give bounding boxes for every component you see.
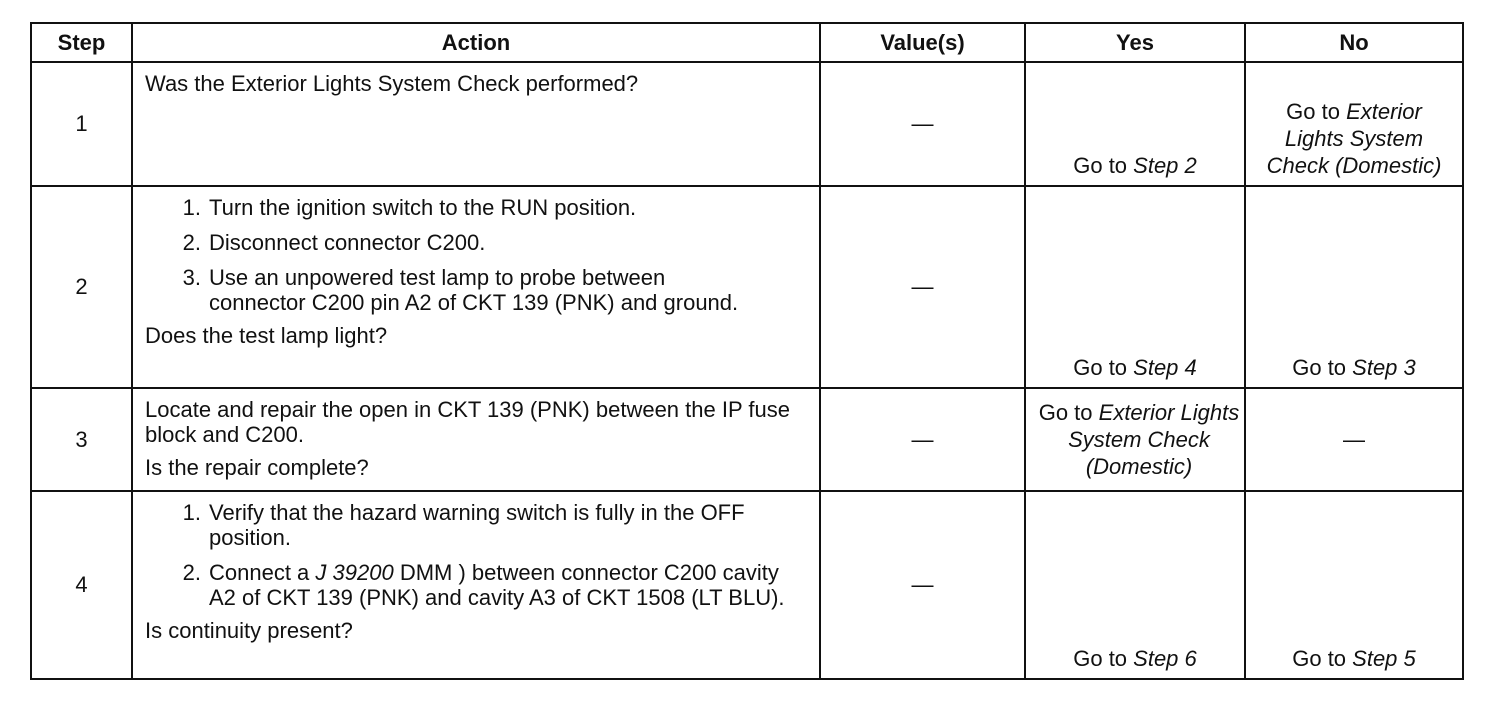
- yes-prefix: Go to: [1073, 153, 1134, 178]
- action-cell: [131, 389, 819, 490]
- yes-step-link[interactable]: Step 4: [1133, 355, 1197, 380]
- value-dash: —: [911, 274, 934, 299]
- no-prefix: Go to: [1292, 355, 1353, 380]
- action-question: Was the Exterior Lights System Check performed?: [145, 71, 639, 96]
- yes-step-link[interactable]: Step 2: [1133, 153, 1197, 178]
- yes-cell: [1024, 187, 1244, 387]
- value-dash: —: [911, 426, 934, 452]
- value-cell: [819, 187, 1024, 387]
- action-text-part: Connect a: [209, 560, 316, 585]
- action-item-text: Use an unpowered test lamp to probe between connector C200 pin A2 of CKT 139 (PNK) and ground.: [209, 265, 739, 315]
- no-cell: [1244, 492, 1462, 678]
- value-cell: [819, 63, 1024, 185]
- header-values: Value(s): [819, 24, 1024, 61]
- no-step-link[interactable]: Step 3: [1352, 355, 1416, 380]
- yes-link[interactable]: Exterior Lights System Check (Domestic): [1068, 400, 1240, 479]
- action-item-text: [209, 560, 799, 610]
- value-dash: —: [911, 111, 934, 136]
- yes-cell: [1024, 63, 1244, 185]
- value-dash: —: [911, 572, 934, 597]
- action-cell: [131, 492, 819, 678]
- action-item: 3. Use an unpowered test lamp to probe between connector C200 pin A2 of CKT 139 (PNK) and ground.: [145, 265, 807, 315]
- action-question: Is the repair complete?: [145, 455, 369, 480]
- yes-prefix: Go to: [1038, 400, 1099, 425]
- yes-cell: [1024, 389, 1244, 490]
- action-list: [145, 500, 807, 610]
- action-cell: [131, 63, 819, 185]
- header-row: [32, 24, 1462, 61]
- no-cell: [1244, 389, 1462, 490]
- no-prefix: Go to: [1292, 646, 1353, 671]
- no-cell: [1244, 63, 1462, 185]
- table-row-step-2: [32, 185, 1462, 387]
- tool-reference: J 39200: [315, 560, 394, 585]
- action-text: Locate and repair the open in CKT 139 (PNK) between the IP fuse block and C200.: [145, 397, 790, 447]
- no-step-link[interactable]: Step 5: [1352, 646, 1416, 671]
- no-dash: —: [1343, 426, 1365, 452]
- no-cell: [1244, 187, 1462, 387]
- step-number: 1: [75, 111, 88, 136]
- action-item: 2. Connect a J 39200 DMM ) between connector C200 cavity A2 of CKT 139 (PNK) and cavity A3 of CKT 1508 (LT BLU).: [145, 560, 807, 610]
- header-yes: Yes: [1024, 24, 1244, 61]
- no-link[interactable]: Exterior Lights System Check (Domestic): [1266, 99, 1442, 178]
- step-number: 2: [75, 274, 88, 299]
- action-item: 1. Turn the ignition switch to the RUN position.: [182, 195, 637, 220]
- action-item: 2. Disconnect connector C200.: [182, 230, 486, 255]
- yes-cell: [1024, 492, 1244, 678]
- table-row-step-1: [32, 61, 1462, 185]
- step-number: 3: [75, 426, 88, 452]
- diagnostic-table: [30, 22, 1464, 680]
- header-step: Step: [57, 29, 106, 55]
- action-item: 1. Verify that the hazard warning switch is fully in the OFF position.: [145, 500, 807, 550]
- action-text-part: DMM ) between connector C200 cavity A2 of CKT 139 (PNK) and cavity A3 of CKT 1508 (LT BLU).: [209, 560, 785, 610]
- yes-step-link[interactable]: Step 6: [1133, 646, 1197, 671]
- action-item-text: Verify that the hazard warning switch is fully in the OFF position.: [209, 500, 745, 550]
- header-action: Action: [131, 24, 819, 61]
- step-number: 4: [75, 572, 88, 597]
- value-cell: [819, 492, 1024, 678]
- header-no: No: [1244, 24, 1462, 61]
- action-cell: [131, 187, 819, 387]
- action-question: Is continuity present?: [145, 618, 353, 643]
- action-item-text: Turn the ignition switch to the RUN position.: [209, 195, 637, 220]
- action-question: Does the test lamp light?: [145, 323, 388, 348]
- action-item-text: Disconnect connector C200.: [209, 230, 486, 255]
- yes-prefix: Go to: [1073, 355, 1134, 380]
- value-cell: [819, 389, 1024, 490]
- no-prefix: Go to: [1286, 99, 1347, 124]
- yes-prefix: Go to: [1073, 646, 1134, 671]
- action-list: [145, 195, 807, 315]
- table-row-step-3: [32, 387, 1462, 490]
- table-row-step-4: [32, 490, 1462, 678]
